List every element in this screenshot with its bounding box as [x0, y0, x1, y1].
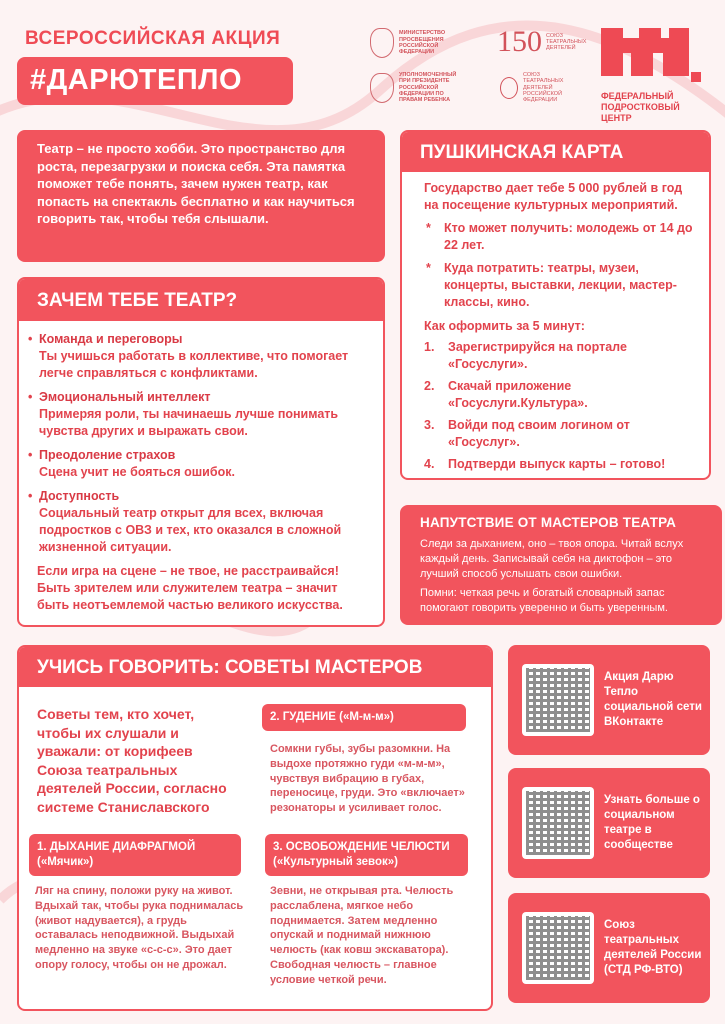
step-item: 1. Зарегистрируйся на портале «Госуслуги». — [424, 340, 627, 371]
learn-to-speak-panel — [17, 645, 493, 1011]
qr-card-vk[interactable]: Акция Дарю Тепло социальной сети ВКонтакте — [508, 645, 710, 755]
list-item: • Эмоциональный интеллект Примеряя роли, ты начинаешь лучше понимать чувства других и выражать свои. — [39, 389, 369, 440]
campaign-hashtag: #ДАРЮТЕПЛО — [17, 57, 293, 105]
step-item: 3. Войди под своим логином от «Госуслуг». — [424, 418, 630, 449]
fpc-logo-icon — [601, 28, 701, 83]
tip-2-title: 2. ГУДЕНИЕ («М-м-м») — [262, 704, 466, 731]
why-theatre-panel — [17, 277, 385, 627]
tip-3-title: 3. ОСВОБОЖДЕНИЕ ЧЕЛЮСТИ («Культурный зевок») — [265, 834, 468, 876]
pushkin-card-panel — [400, 130, 711, 480]
list-item: * Кто может получить: молодежь от 14 до 22 лет. — [424, 220, 695, 254]
tip-1-text: Ляг на спину, положи руку на живот. Вдыхай так, чтобы рука поднималась (живот надувается), а грудь оставалась неподвижной. Выдыхай медленно на звуке «с-с-с». Это дает опору голосу, чтобы он не дрожал. — [35, 885, 244, 971]
qr-code-icon[interactable] — [522, 787, 594, 859]
step-item: 2. Скачай приложение «Госуслуги.Культура». — [424, 379, 588, 410]
learn-lead: Советы тем, кто хочет, чтобы их слушали и уважали: от корифеев Союза театральных деятелей России, согласно системе Станиславского — [37, 706, 227, 815]
pushkin-lead: Государство дает тебе 5 000 рублей в год на посещение культурных мероприятий. — [424, 181, 683, 212]
step-item: 4. Подтверди выпуск карты – готово! — [424, 457, 666, 471]
qr-card-community[interactable]: Узнать больше о социальном театре в сообществе — [508, 768, 710, 878]
list-item: • Преодоление страхов Сцена учит не бояться ошибок. — [39, 447, 369, 481]
logo-ministry: МИНИСТЕРСТВО ПРОСВЕЩЕНИЯ РОССИЙСКОЙ ФЕДЕРАЦИИ — [370, 28, 459, 58]
why-theatre-tail: Если игра на сцене – не твое, не расстраивайся! Быть зрителем или служителем театра – значит быть неотъемлемой частью великого искусства. — [37, 564, 343, 612]
qr-code-icon[interactable] — [522, 664, 594, 736]
qr-card-std[interactable]: Союз театральных деятелей России (СТД РФ-ВТО) — [508, 893, 710, 1003]
tip-3-text: Зевни, не открывая рта. Челюсть расслаблена, мягкое небо поднимается. Затем медленно опускай и поднимай нижнюю челюсть (как ковш экскаватора). Свободная челюсть – главное условие четкой речи. — [270, 885, 454, 986]
emblem-icon — [370, 28, 394, 58]
list-item: * Куда потратить: театры, музеи, концерты, выставки, лекции, мастер-классы, кино. — [424, 260, 695, 311]
tip-2-text: Сомкни губы, зубы разомкни. На выдохе протяжно гуди «м-м-м», чувствуя вибрацию в губах, переносице, груди. Это «включает» резонаторы и усиливает голос. — [270, 743, 465, 815]
logo-ombudsman: УПОЛНОМОЧЕННЫЙ ПРИ ПРЕЗИДЕНТЕ РОССИЙСКОЙ ФЕДЕРАЦИИ ПО ПРАВАМ РЕБЕНКА — [370, 72, 465, 104]
list-item: • Доступность Социальный театр открыт для всех, включая подростков с ОВЗ и тех, кто оказался в сложной жизненной ситуации. — [39, 488, 369, 556]
intro-box: Театр – не просто хобби. Это пространство для роста, перезагрузки и поиска себя. Эта памятка поможет тебе понять, зачем нужен театр, как попасть на спектакль бесплатно и как научиться говорить так, чтобы тебя слышали. — [17, 130, 385, 262]
std-emblem-icon — [500, 77, 518, 99]
pushkin-how: Как оформить за 5 минут: — [424, 319, 585, 333]
qr-code-icon[interactable] — [522, 912, 594, 984]
logo-150: 150 СОЮЗ ТЕАТРАЛЬНЫХ ДЕЯТЕЛЕЙ — [497, 25, 587, 58]
emblem-icon — [370, 73, 394, 103]
why-theatre-title: ЗАЧЕМ ТЕБЕ ТЕАТР? — [19, 279, 383, 321]
logo-fpc: ФЕДЕРАЛЬНЫЙ ПОДРОСТКОВЫЙ ЦЕНТР — [601, 28, 701, 124]
pushkin-card-title: ПУШКИНСКАЯ КАРТА — [402, 132, 709, 172]
learn-to-speak-title: УЧИСЬ ГОВОРИТЬ: СОВЕТЫ МАСТЕРОВ — [19, 647, 491, 687]
campaign-kicker: ВСЕРОССИЙСКАЯ АКЦИЯ — [25, 28, 281, 49]
tip-1-title: 1. ДЫХАНИЕ ДИАФРАГМОЙ («Мячик») — [29, 834, 241, 876]
list-item: • Команда и переговоры Ты учишься работать в коллективе, что помогает легче справляться с конфликтами. — [39, 331, 369, 382]
logo-std: СОЮЗ ТЕАТРАЛЬНЫХ ДЕЯТЕЛЕЙ РОССИЙСКОЙ ФЕДЕРАЦИИ — [500, 72, 571, 104]
masters-advice-box: НАПУТСТВИЕ ОТ МАСТЕРОВ ТЕАТРА Следи за дыханием, оно – твоя опора. Читай вслух каждый день. Записывай себя на диктофон – это лучший способ услышать свои ошибки. Помни: четкая речь и богатый словарный запас помогают говорить уверенно и быть уверенным. — [400, 505, 722, 625]
masters-advice-title: НАПУТСТВИЕ ОТ МАСТЕРОВ ТЕАТРА — [420, 515, 677, 530]
